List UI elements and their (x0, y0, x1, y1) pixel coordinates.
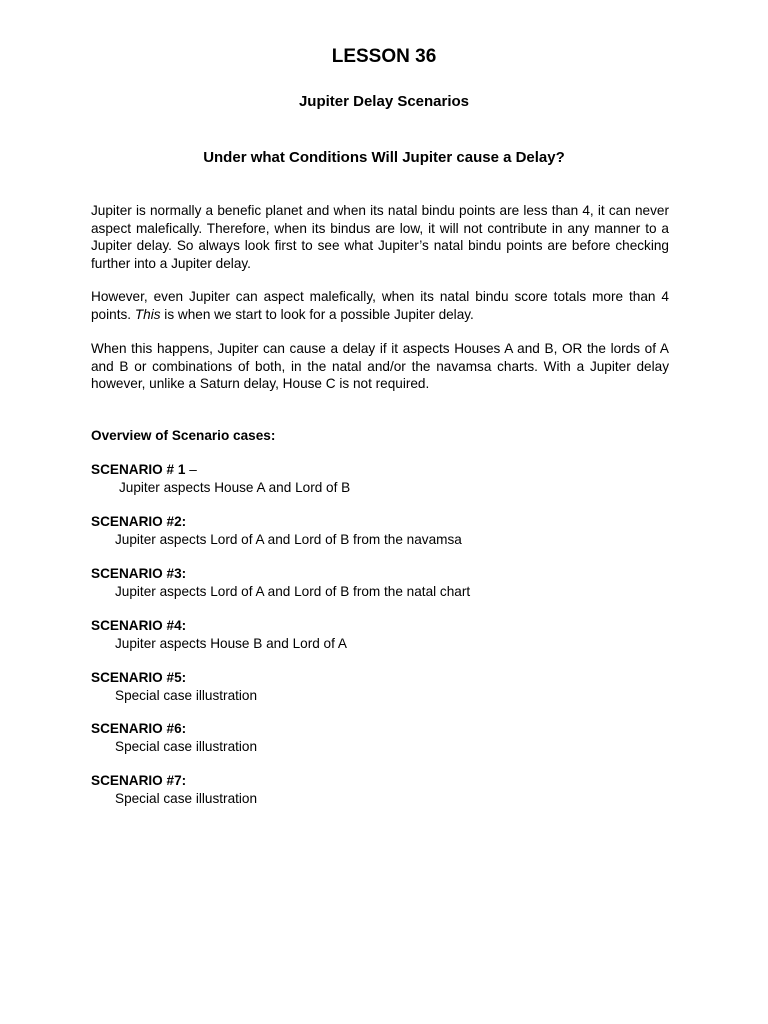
scenario-3-heading: SCENARIO #3: (91, 566, 187, 581)
scenario-4-heading: SCENARIO #4: (91, 618, 187, 633)
paragraph-malefic-text-b: is when we start to look for a possible Jupiter delay. (160, 306, 474, 322)
scenario-1-title: SCENARIO # 1 (91, 462, 186, 477)
scenario-1 (91, 461, 691, 497)
scenario-4-description: Jupiter aspects House B and Lord of A (115, 636, 347, 651)
scenario-1-dash: – (185, 462, 197, 477)
scenario-4 (91, 617, 691, 653)
section-question-heading: Under what Conditions Will Jupiter cause a Delay? (203, 149, 565, 166)
scenario-6-description: Special case illustration (115, 739, 258, 754)
scenario-7-description: Special case illustration (115, 791, 258, 806)
paragraph-malefic (91, 288, 669, 323)
scenario-5-heading: SCENARIO #5: (91, 670, 187, 685)
scenario-5-description: Special case illustration (115, 688, 258, 703)
lesson-title: LESSON 36 (331, 46, 437, 67)
scenario-2 (91, 513, 691, 549)
scenario-2-heading: SCENARIO #2: (91, 514, 187, 529)
lesson-subtitle: Jupiter Delay Scenarios (298, 93, 470, 110)
scenario-6-heading: SCENARIO #6: (91, 721, 187, 736)
scenario-5 (91, 669, 691, 705)
scenario-3 (91, 565, 691, 601)
paragraph-benefic: Jupiter is normally a benefic planet and when its natal bindu points are less than 4, it can never aspect malefically. Therefore, when its bindus are low, it will not contribute in any manner to a Jupiter delay. So always look first to see what Jupiter’s natal bindu points are before checking further into a Jupiter delay. (91, 203, 669, 271)
scenario-6 (91, 720, 691, 756)
scenario-7-heading: SCENARIO #7: (91, 773, 187, 788)
scenario-2-description: Jupiter aspects Lord of A and Lord of B from the navamsa (115, 532, 462, 547)
paragraph-malefic-emphasis: This (134, 306, 161, 322)
paragraph-delay-conditions: When this happens, Jupiter can cause a delay if it aspects Houses A and B, OR the lords of A and B or combinations of both, in the natal and/or the navamsa charts. With a Jupiter delay however, unlike a Saturn delay, House C is not required. (91, 341, 669, 391)
scenario-3-description: Jupiter aspects Lord of A and Lord of B from the natal chart (115, 584, 471, 599)
scenario-7 (91, 772, 691, 808)
paragraph-malefic-text-a: However, even Jupiter can aspect malefically, when its natal bindu score totals more than 4 points. (91, 289, 669, 322)
overview-heading: Overview of Scenario cases: (91, 428, 276, 443)
scenario-1-description: Jupiter aspects House A and Lord of B (119, 480, 351, 495)
scenario-1-heading (91, 461, 691, 479)
